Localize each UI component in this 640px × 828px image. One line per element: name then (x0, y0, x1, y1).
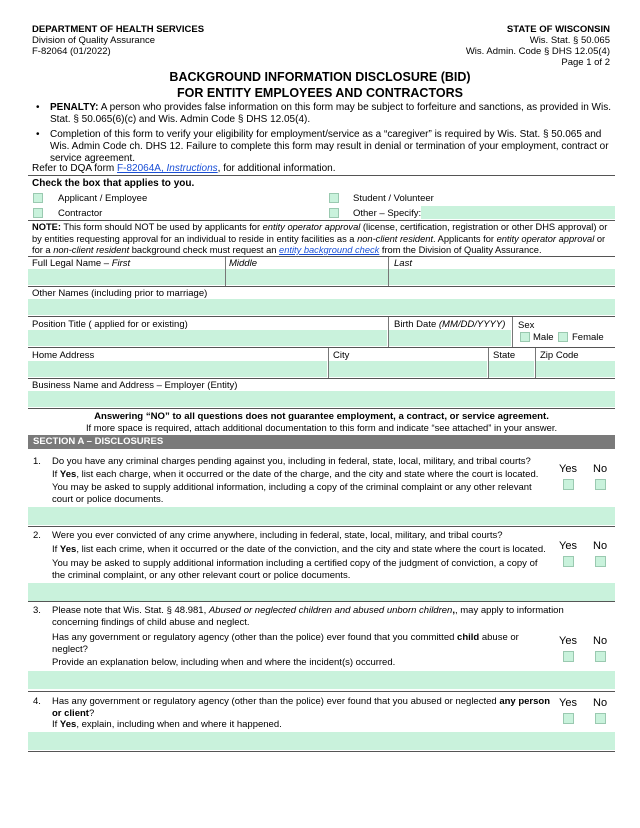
form-number: F-82064 (01/2022) (32, 46, 111, 57)
q3-answer-input[interactable] (28, 671, 615, 689)
q1-no-checkbox[interactable] (595, 479, 606, 490)
q3-no-label: No (593, 635, 608, 647)
q1-answer-input[interactable] (28, 507, 615, 525)
male-checkbox[interactable] (520, 332, 530, 342)
completion-notice: • Completion of this form to verify your eligibility for employment/service as a “caregiver” is required by Wis. Stat. § 50.065 and Wis. Admin Code ch. DHS 12. Failure to complete this form may result in denial or termination of your employment, contract or service agreement. (32, 129, 612, 165)
zip-input[interactable] (536, 361, 615, 377)
last-name-label: Last (394, 258, 412, 269)
q4-yes-checkbox[interactable] (563, 713, 574, 724)
q2-additional: You may be asked to supply additional information including a certified copy of the judgment of conviction, a copy of the criminal complaint, or any other relevant court or police documents. (52, 558, 538, 581)
position-title-input[interactable] (28, 330, 387, 346)
instructions-link[interactable]: F-82064A, Instructions (117, 163, 218, 174)
q2-if-yes: If Yes, list each crime, when it occurred or the date of the conviction, and the city and state where the court is located. (52, 544, 546, 555)
student-volunteer-checkbox[interactable] (329, 193, 339, 203)
first-name-input[interactable] (28, 269, 225, 285)
q1-yes-checkbox[interactable] (563, 479, 574, 490)
applicant-label: Applicant / Employee (58, 193, 148, 204)
answering-notice: Answering “NO” to all questions does not guarantee employment, a contract, or service agreement. (94, 411, 549, 422)
q4-answer-input[interactable] (28, 732, 615, 750)
q2-yes-label: Yes (559, 540, 577, 552)
q1-no-label: No (593, 463, 608, 475)
zip-label: Zip Code (540, 350, 579, 361)
q4-number: 4. (33, 696, 41, 707)
q2-no-label: No (593, 540, 608, 552)
applicant-checkbox[interactable] (33, 193, 43, 203)
refer-line: Refer to DQA form F-82064A, Instructions, for additional information. (32, 163, 336, 174)
applies-heading: Check the box that applies to you. (32, 178, 195, 189)
form-title-line2: FOR ENTITY EMPLOYEES AND CONTRACTORS (177, 86, 463, 100)
q2-yes-checkbox[interactable] (563, 556, 574, 567)
q1-yes-label: Yes (559, 463, 577, 475)
q1-text: Do you have any criminal charges pending against you, including in federal, state, local, military, and tribal courts? (52, 456, 531, 467)
last-name-input[interactable] (389, 269, 615, 285)
page-number: Page 1 of 2 (561, 57, 610, 68)
q2-no-checkbox[interactable] (595, 556, 606, 567)
student-volunteer-label: Student / Volunteer (353, 193, 434, 204)
q2-answer-input[interactable] (28, 583, 615, 601)
middle-name-label: Middle (229, 258, 257, 269)
dept-name: DEPARTMENT OF HEALTH SERVICES (32, 24, 205, 35)
more-space-note: If more space is required, attach additional documentation to this form and indicate “see attached” in your answer. (85, 422, 558, 433)
other-names-input[interactable] (28, 299, 615, 315)
admin-code-ref: Wis. Admin. Code § DHS 12.05(4) (465, 46, 610, 57)
q4-if-yes: If Yes, explain, including when and where it happened. (52, 719, 282, 730)
entity-background-check-link[interactable]: entity background check (279, 245, 380, 255)
other-names-label: Other Names (including prior to marriage) (32, 288, 208, 299)
male-label: Male (533, 332, 554, 343)
q3-explain: Provide an explanation below, including when and where the incident(s) occurred. (52, 657, 396, 668)
statute-ref: Wis. Stat. § 50.065 (529, 35, 610, 46)
female-checkbox[interactable] (558, 332, 568, 342)
home-address-label: Home Address (32, 350, 95, 361)
q4-yes-label: Yes (559, 697, 577, 709)
note-paragraph: NOTE: This form should NOT be used by applicants for entity operator approval (license, certification, registration or other DHS approval) or by entities requesting approval for an individual to reside in entity facilities as a non-client resident. Applicants for entity operator approval or for a non-client resident background check must request an entity background check from the Division of Quality Assurance. (32, 222, 608, 255)
q2-text: Were you ever convicted of any crime anywhere, including in federal, state, local, military, and tribal courts? (52, 530, 503, 541)
penalty-notice: • PENALTY: A person who provides false information on this form may be subject to forfeiture and sanctions, as provided in Wis. Stat. § 50.065(6)(c) and Wis. Admin Code § DHS 12.05(4). (32, 102, 612, 126)
middle-name-input[interactable] (226, 269, 388, 285)
division-name: Division of Quality Assurance (32, 35, 156, 46)
business-label: Business Name and Address – Employer (Entity) (32, 380, 238, 391)
birth-date-label: Birth Date (MM/DD/YYYY) (394, 319, 506, 330)
contractor-checkbox[interactable] (33, 208, 43, 218)
contractor-label: Contractor (58, 208, 103, 219)
q1-additional: You may be asked to supply additional information, including a copy of the criminal complaint or any other relevant court or police documents. (52, 482, 532, 505)
q4-no-checkbox[interactable] (595, 713, 606, 724)
q2-number: 2. (33, 530, 41, 541)
position-title-label: Position Title ( applied for or existing) (32, 319, 188, 330)
full-name-label: Full Legal Name – First (32, 258, 131, 269)
notice-list (32, 102, 612, 168)
q4-no-label: No (593, 697, 608, 709)
q3-no-checkbox[interactable] (595, 651, 606, 662)
q1-number: 1. (33, 456, 41, 467)
birth-date-input[interactable] (389, 330, 511, 346)
q3-question: Has any government or regulatory agency (other than the police) ever found that you committed child abuse or neglect? (52, 632, 519, 655)
q3-yes-checkbox[interactable] (563, 651, 574, 662)
other-specify-input[interactable] (421, 206, 615, 219)
q3-intro: Please note that Wis. Stat. § 48.981, Abused or neglected children and abused unborn children,, may apply to information concerning findings of child abuse and neglect. (52, 605, 564, 628)
state-name: STATE OF WISCONSIN (506, 24, 610, 35)
other-label: Other – Specify: (353, 208, 422, 219)
business-input[interactable] (28, 391, 615, 407)
city-label: City (333, 350, 350, 361)
q3-number: 3. (33, 605, 41, 616)
q1-if-yes: If Yes, list each charge, when it occurred or the date of the charge, and the city and state where the court is located. (52, 469, 539, 480)
state-input[interactable] (489, 361, 534, 377)
form-title-line1: BACKGROUND INFORMATION DISCLOSURE (BID) (169, 70, 471, 84)
section-a-header: SECTION A – DISCLOSURES (28, 435, 615, 449)
other-checkbox[interactable] (329, 208, 339, 218)
home-address-input[interactable] (28, 361, 327, 377)
state-label: State (493, 350, 516, 361)
city-input[interactable] (329, 361, 487, 377)
q3-yes-label: Yes (559, 635, 577, 647)
female-label: Female (572, 332, 604, 343)
q4-question: Has any government or regulatory agency (other than the police) ever found that you abused or neglected any person or client? (52, 696, 550, 719)
sex-label: Sex (518, 320, 535, 331)
